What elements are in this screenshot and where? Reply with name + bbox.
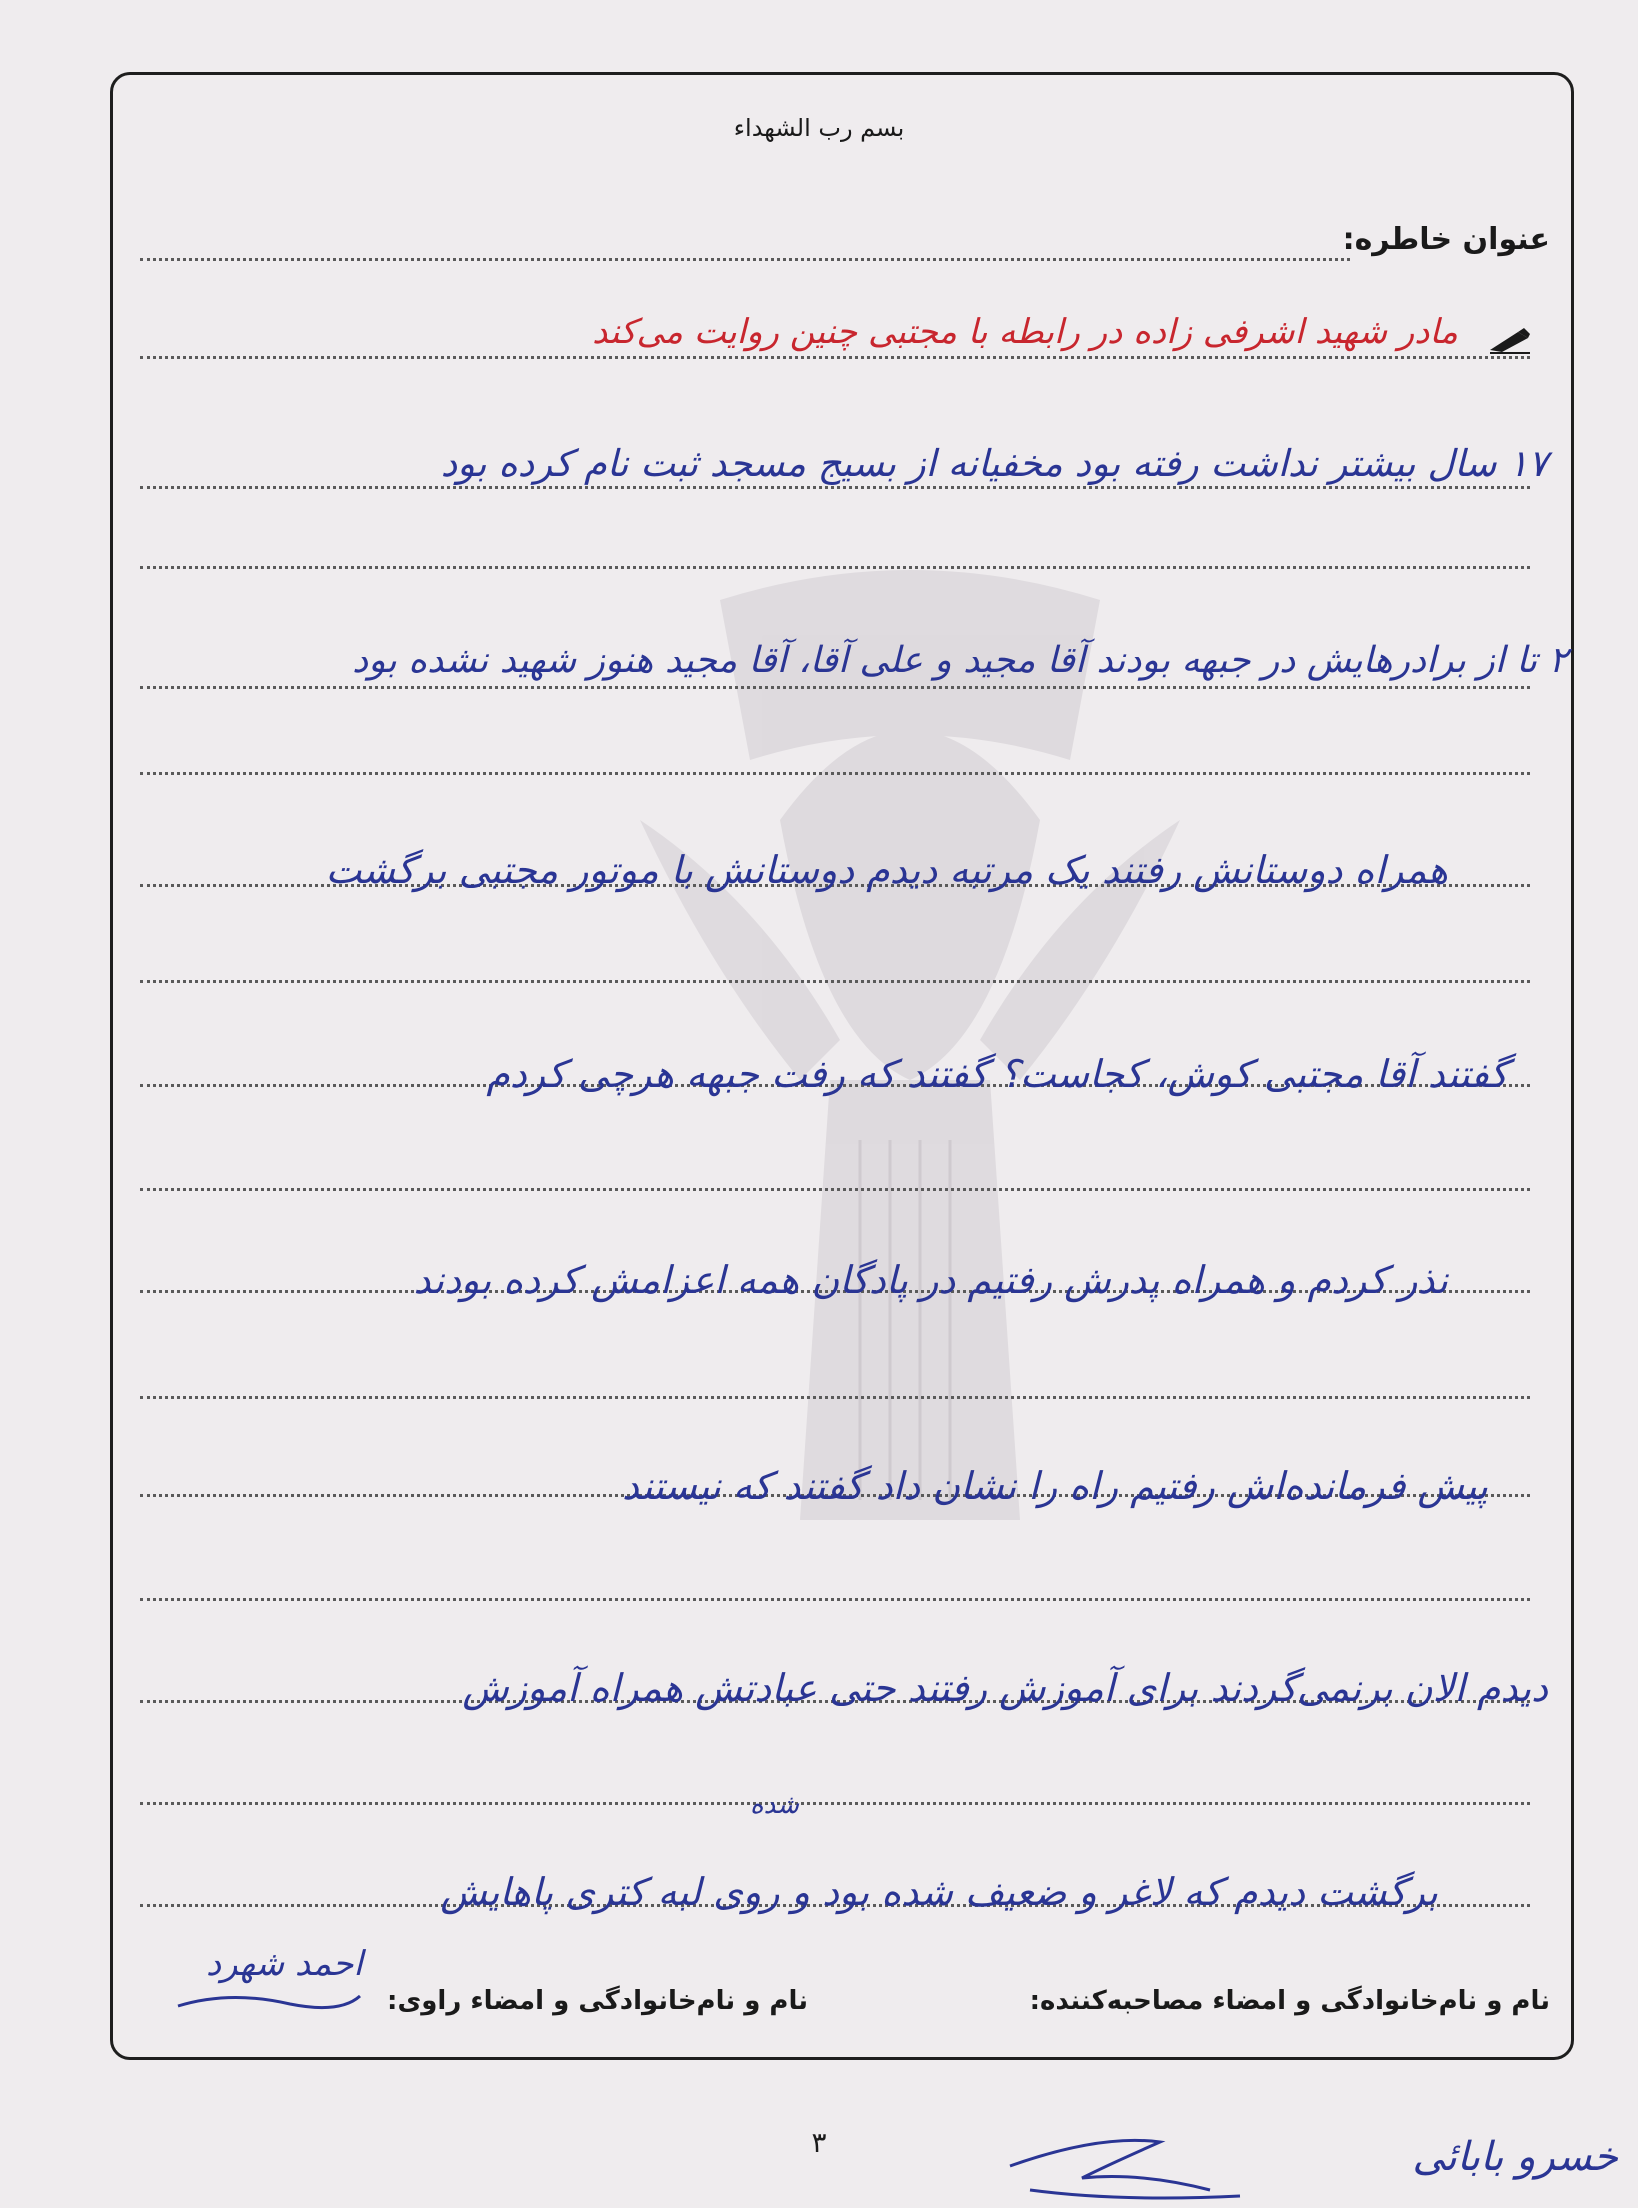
writing-line (140, 486, 1530, 489)
handwritten-line-1: ۱۷ سال بیشتر نداشت رفته بود مخفیانه از بسیج مسجد ثبت نام کرده بود (440, 442, 1548, 485)
title-dotted-line (140, 258, 1350, 261)
writing-line (140, 772, 1530, 775)
writing-line (140, 980, 1530, 983)
writing-line (140, 356, 1530, 359)
header-bismillah: بسم رب الشهداء (733, 114, 905, 142)
writing-line (140, 1598, 1530, 1601)
narrator-signature-stroke (170, 1960, 370, 2020)
writing-line (140, 686, 1530, 689)
handwritten-line-3: همراه دوستانش رفتند یک مرتبه دیدم دوستانش با موتور مجتبی برگشت (325, 848, 1448, 892)
interviewer-label: نام و نام‌خانوادگی و امضاء مصاحبه‌کننده: (1029, 1986, 1550, 2016)
narrator-label: نام و نام‌خانوادگی و امضاء راوی: (387, 1986, 808, 2016)
handwritten-line-4: گفتند آقا مجتبی کوش، کجاست؟ گفتند که رفت جبهه هرچی کردم (486, 1052, 1508, 1096)
handwritten-line-8: برگشت دیدم که لاغر و ضعیف شده بود و روی لبه کتری پاهایش (440, 1870, 1438, 1914)
writing-line (140, 566, 1530, 569)
page-number: ۳ (811, 2126, 827, 2159)
interviewer-signature: خسرو بابائی (1412, 2134, 1618, 2180)
writing-line (140, 1396, 1530, 1399)
handwritten-line-7: دیدم الان برنمی‌گردند برای آموزش رفتند حتی عبادتش همراه آموزش (462, 1666, 1548, 1710)
writing-line (140, 1188, 1530, 1191)
handwritten-line-2: ۲ تا از برادرهایش در جبهه بودند آقا مجید و علی آقا، آقا مجید هنوز شهید نشده بود (352, 640, 1568, 681)
writing-line (140, 1802, 1530, 1805)
narrator-signature: احمد شهرد (206, 1944, 363, 1984)
handwritten-above-word: شده (750, 1790, 800, 1820)
handwritten-line-5: نذر کردم و همراه پدرش رفتیم در پادگان همه اعزامش کرده بودند (413, 1258, 1448, 1302)
handwritten-line-6: پیش فرمانده‌اش رفتیم راه را نشان داد گفتند که نیستند (622, 1464, 1488, 1508)
memory-title-label: عنوان خاطره: (1342, 222, 1550, 257)
handwritten-intro: مادر شهید اشرفی زاده در رابطه با مجتبی چنین روایت می‌کند (592, 312, 1458, 352)
interviewer-signature-stroke (990, 2130, 1260, 2208)
pen-icon (1488, 326, 1532, 354)
